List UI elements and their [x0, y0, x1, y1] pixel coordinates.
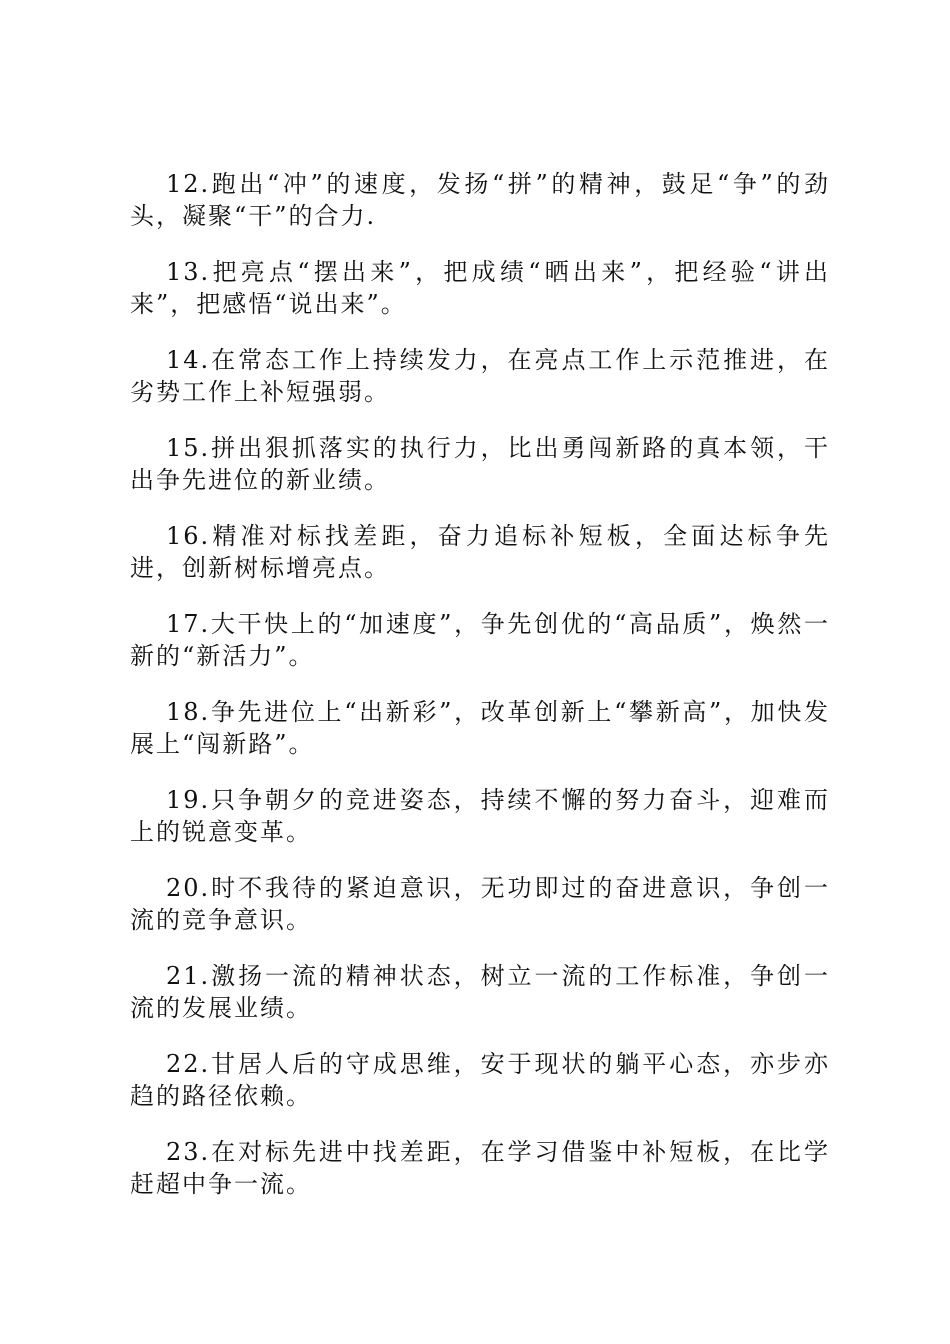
paragraph-21: 21.激扬一流的精神状态，树立一流的工作标准，争创一流的发展业绩。	[130, 962, 830, 1022]
paragraph-13: 13.把亮点“摆出来”，把成绩“晒出来”，把经验“讲出来”，把感悟“说出来”。	[130, 258, 830, 318]
paragraph-18: 18.争先进位上“出新彩”，改革创新上“攀新高”，加快发展上“闯新路”。	[130, 698, 830, 758]
paragraph-20: 20.时不我待的紧迫意识，无功即过的奋进意识，争创一流的竞争意识。	[130, 874, 830, 934]
paragraph-12: 12.跑出“冲”的速度，发扬“拼”的精神，鼓足“争”的劲头，凝聚“干”的合力.	[130, 170, 830, 230]
paragraph-14: 14.在常态工作上持续发力，在亮点工作上示范推进，在劣势工作上补短强弱。	[130, 346, 830, 406]
paragraph-22: 22.甘居人后的守成思维，安于现状的躺平心态，亦步亦趋的路径依赖。	[130, 1050, 830, 1110]
paragraph-17: 17.大干快上的“加速度”，争先创优的“高品质”，焕然一新的“新活力”。	[130, 610, 830, 670]
paragraph-19: 19.只争朝夕的竞进姿态，持续不懈的努力奋斗，迎难而上的锐意变革。	[130, 786, 830, 846]
paragraph-16: 16.精准对标找差距，奋力追标补短板，全面达标争先进，创新树标增亮点。	[130, 522, 830, 582]
document-body	[130, 168, 830, 1224]
paragraph-15: 15.拼出狠抓落实的执行力，比出勇闯新路的真本领，干出争先进位的新业绩。	[130, 434, 830, 494]
paragraph-23: 23.在对标先进中找差距，在学习借鉴中补短板，在比学赶超中争一流。	[130, 1138, 830, 1198]
